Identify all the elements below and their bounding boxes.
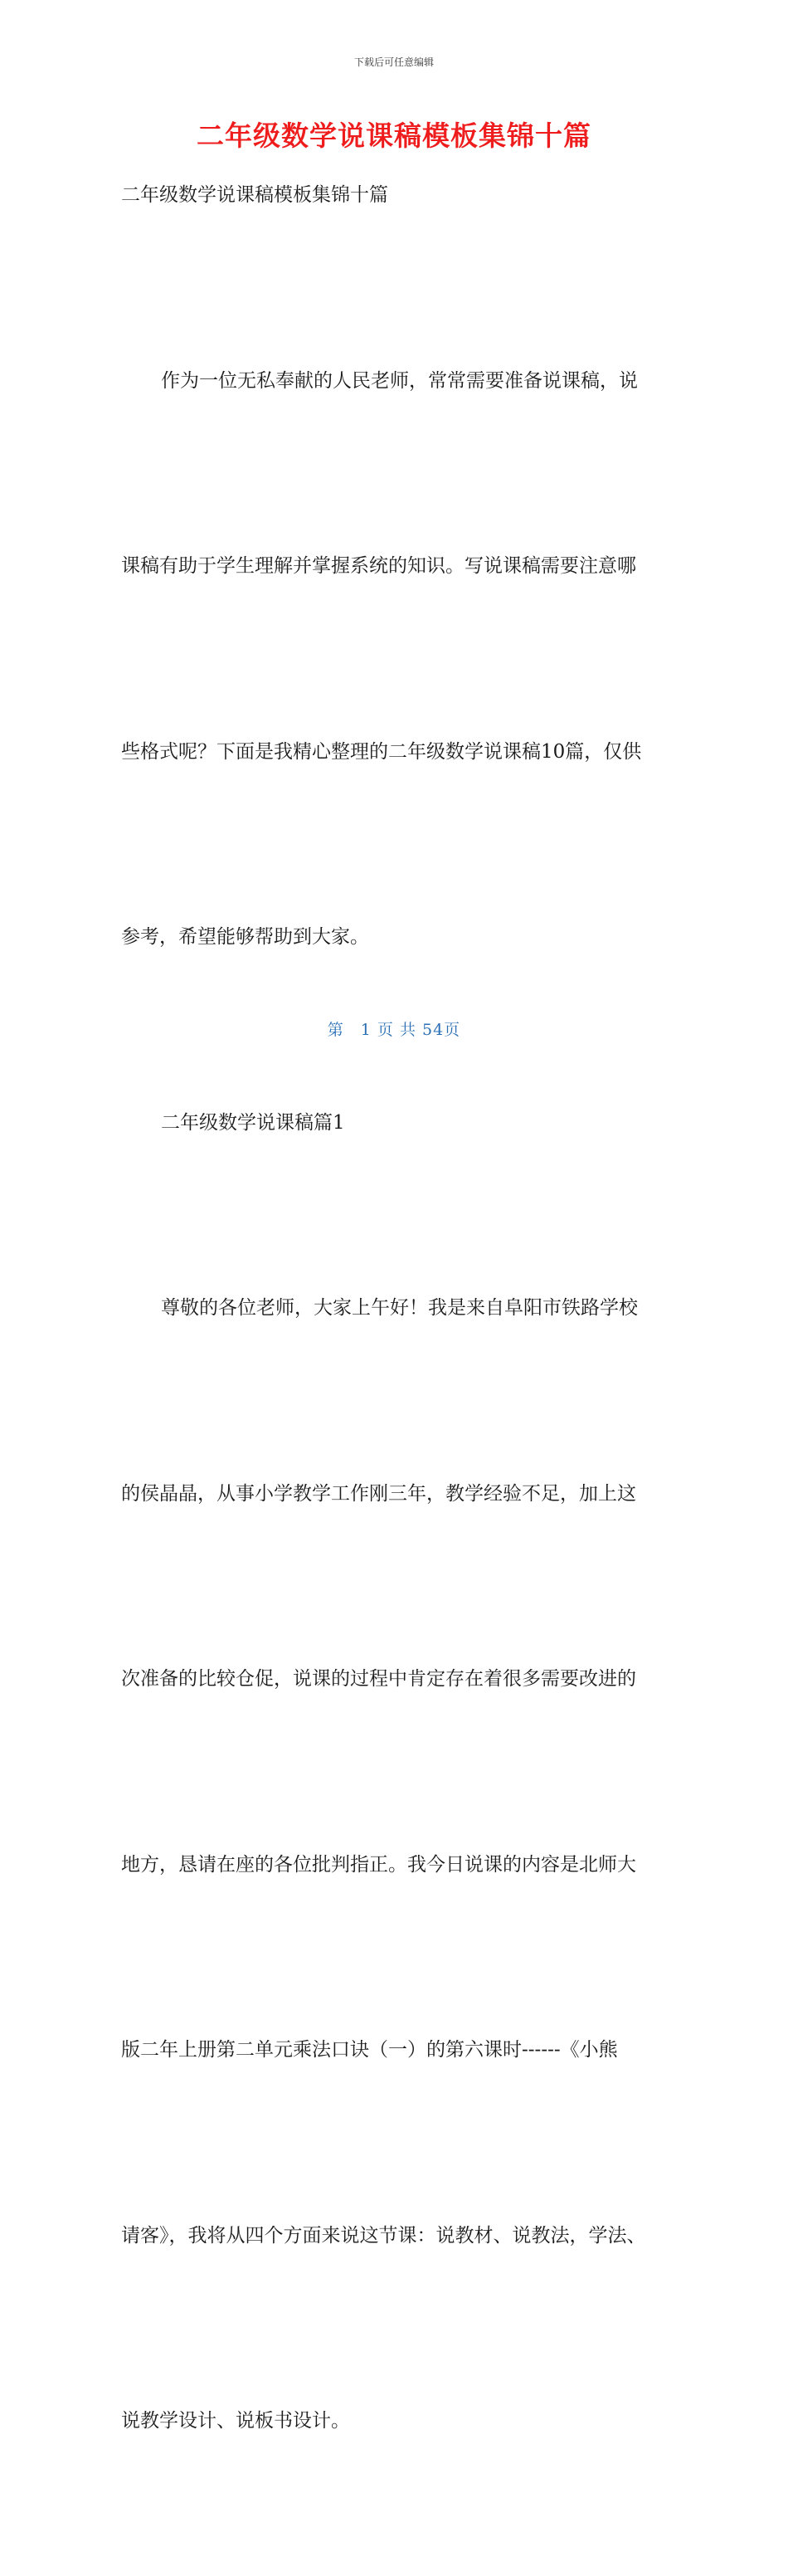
paragraph-line: 版二年上册第二单元乘法口诀（一）的第六课时------《小熊: [121, 2039, 618, 2061]
page-footer: 第 1 页 共 54页: [327, 1021, 461, 1039]
paragraph-line: 请客》，我将从四个方面来说这节课：说教材、说教法，学法、: [121, 2224, 646, 2247]
paragraph-line: 尊敬的各位老师，大家上午好！我是来自阜阳市铁路学校: [161, 1297, 638, 1319]
paragraph-line: 些格式呢？下面是我精心整理的二年级数学说课稿10篇，仅供: [121, 740, 642, 763]
document-title: 二年级数学说课稿模板集锦十篇: [197, 120, 591, 152]
paragraph-line: 次准备的比较仓促，说课的过程中肯定存在着很多需要改进的: [121, 1668, 636, 1690]
paragraph-line: 说教学设计、说板书设计。: [121, 2410, 350, 2432]
header-note: 下载后可任意编辑: [353, 56, 434, 68]
paragraph-line: 的侯晶晶，从事小学教学工作刚三年，教学经验不足，加上这: [121, 1482, 636, 1505]
section-heading: 二年级数学说课稿篇1: [161, 1111, 345, 1134]
paragraph-line: 作为一位无私奉献的人民老师，常常需要准备说课稿，说: [161, 369, 638, 392]
speech-paragraph: [121, 1154, 675, 2576]
paragraph-line: 地方，恳请在座的各位批判指正。我今日说课的内容是北师大: [121, 1853, 636, 1876]
document-subtitle: 二年级数学说课稿模板集锦十篇: [121, 184, 388, 206]
intro-paragraph: [121, 227, 675, 1092]
document-body: [121, 164, 675, 2576]
paragraph-line: 参考，希望能够帮助到大家。: [121, 926, 369, 948]
paragraph-line: 课稿有助于学生理解并掌握系统的知识。写说课稿需要注意哪: [121, 555, 636, 577]
